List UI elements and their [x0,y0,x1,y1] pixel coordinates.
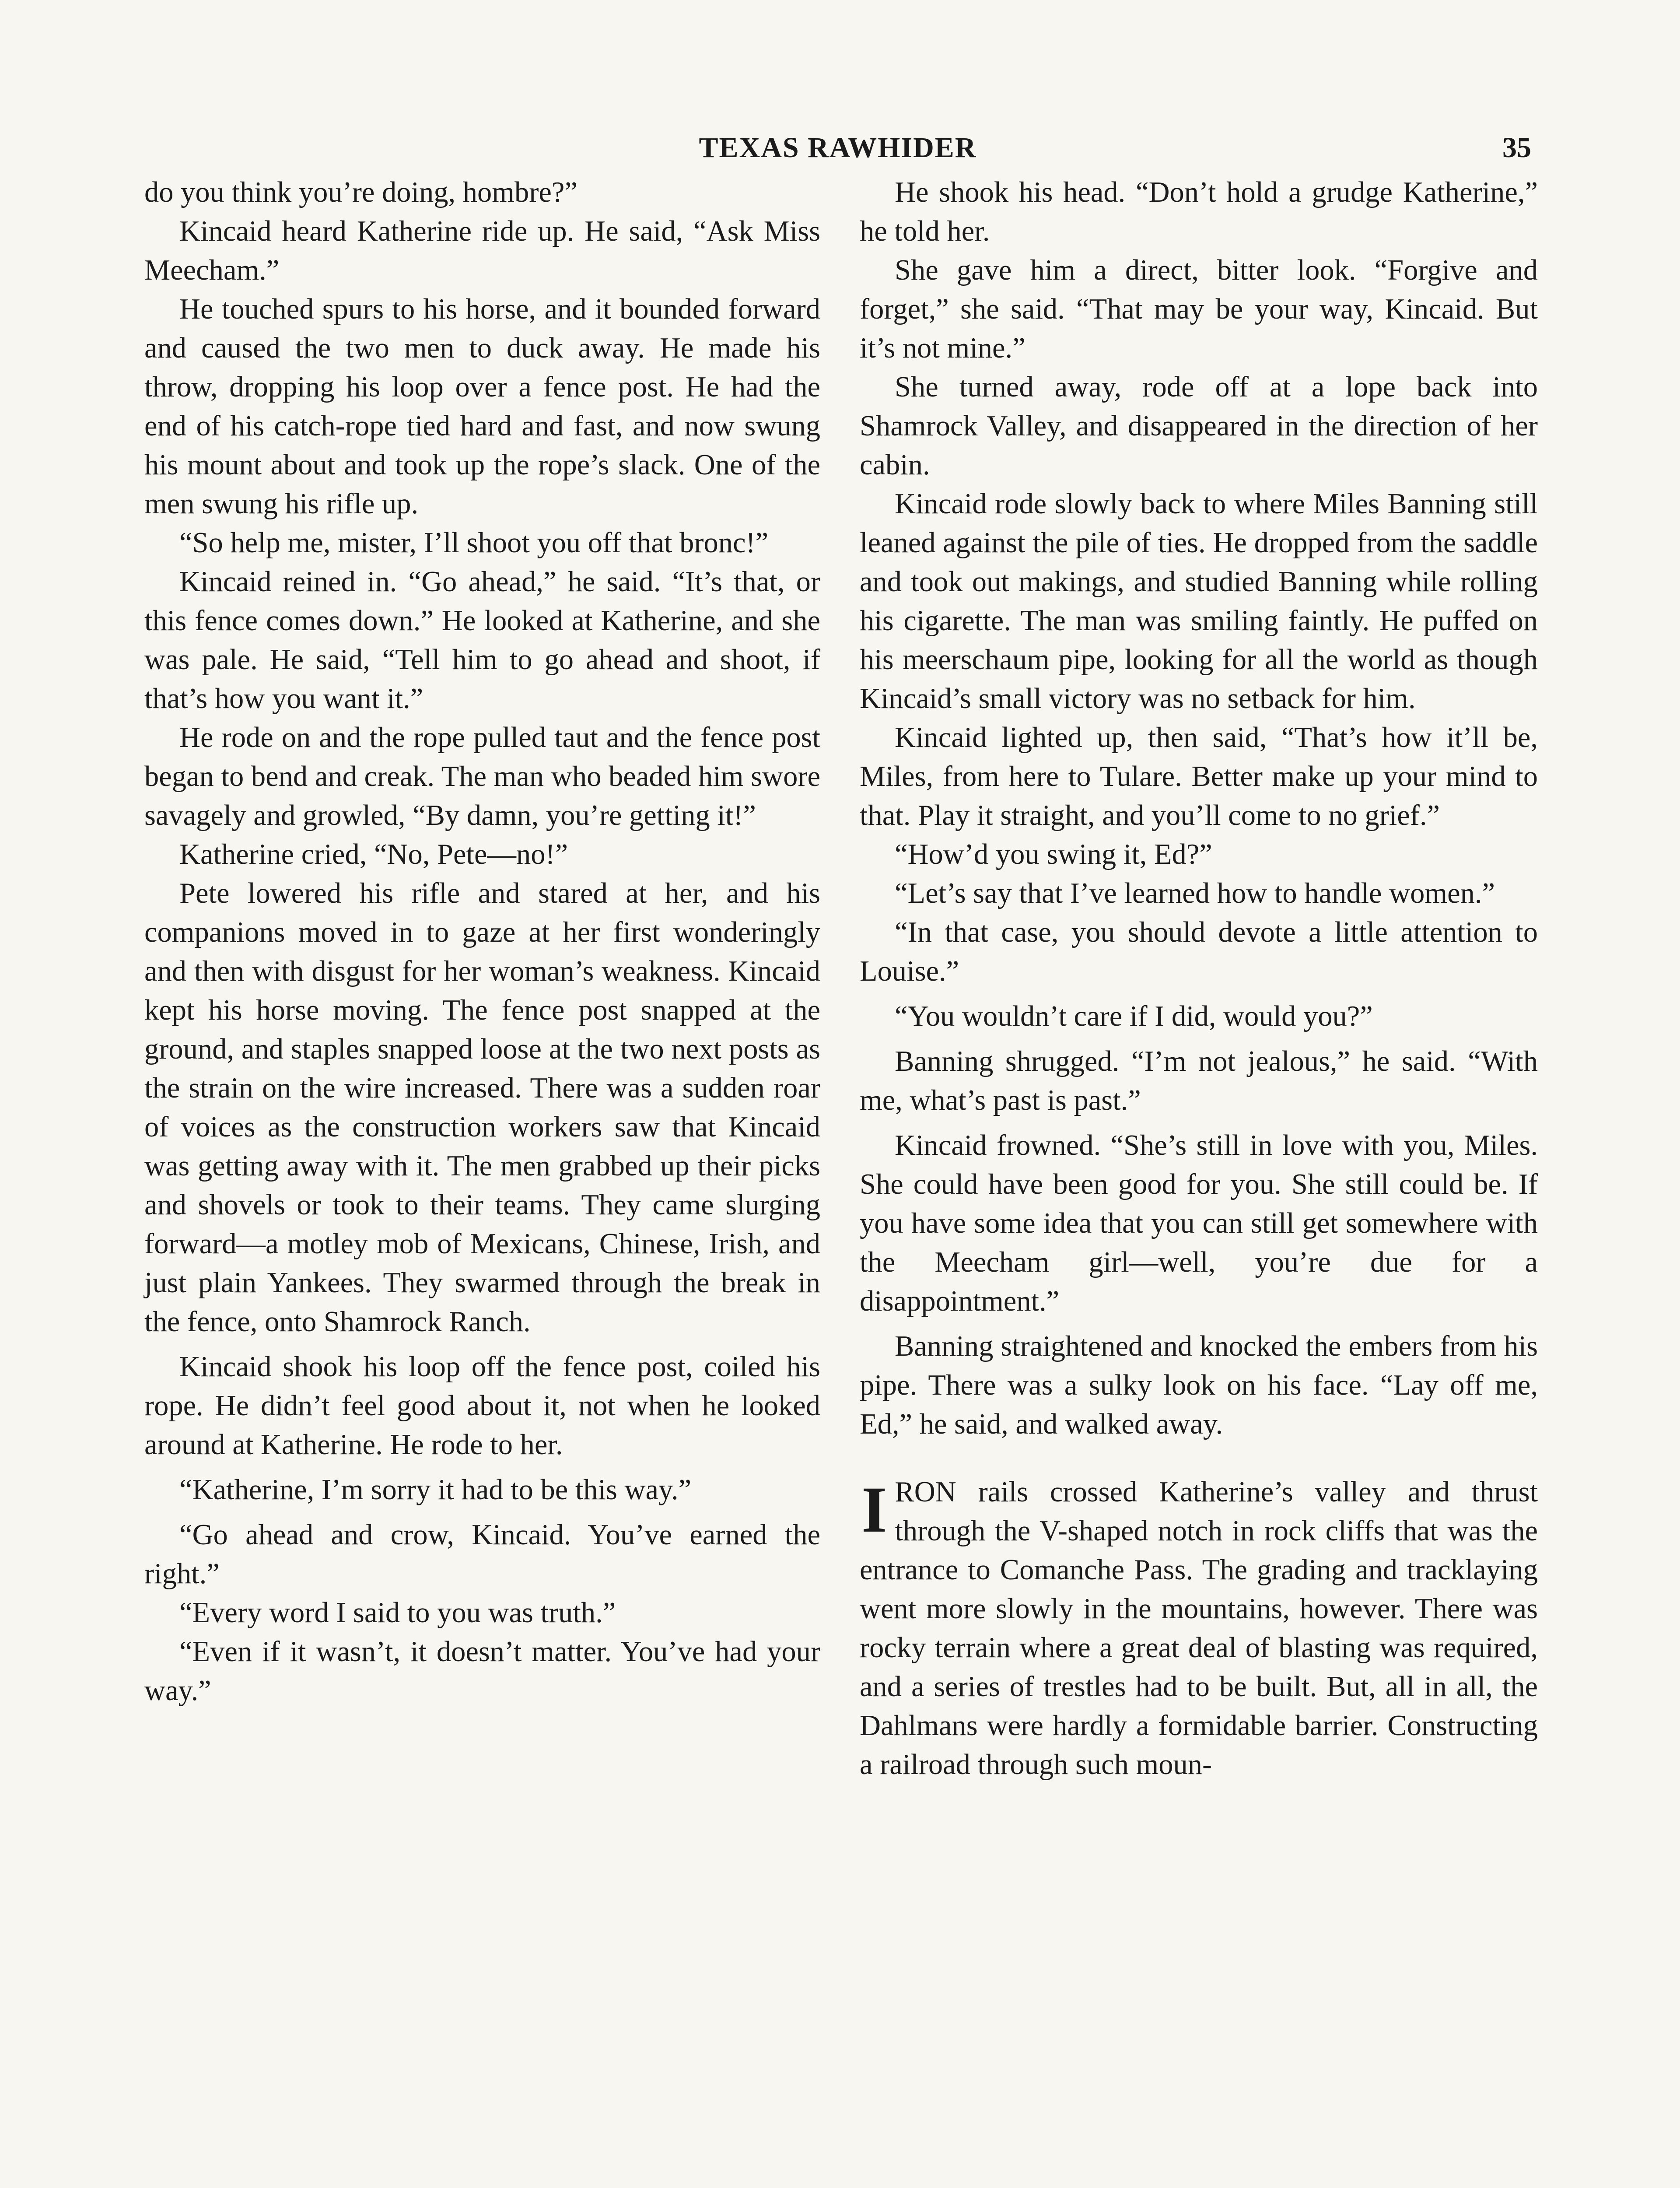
paragraph: Kincaid heard Katherine ride up. He said, “Ask Miss Meecham.” [144,215,820,286]
paragraph: “So help me, mister, I’ll shoot you off that bronc!” [179,527,769,559]
paragraph: He shook his head. “Don’t hold a grudge Katherine,” he told her. [860,176,1538,247]
paragraph: “Let’s say that I’ve learned how to handle women.” [895,877,1495,909]
paragraph: Kincaid frowned. “She’s still in love with you, Miles. She could have been good for you. She still could be. If you have some idea that you can still get somewhere with the Meecham girl—well, you’re due for a disappointment.” [860,1129,1538,1317]
paragraph: “Katherine, I’m sorry it had to be this way.” [179,1474,692,1506]
paragraph: She gave him a direct, bitter look. “Forgive and forget,” she said. “That may be your way, Kincaid. But it’s not mine.” [860,254,1538,364]
paragraph: “How’d you swing it, Ed?” [895,838,1212,870]
paragraph: “Every word I said to you was truth.” [179,1597,616,1629]
section-text: RON rails crossed Katherine’s valley and thrust through the V-shaped notch in rock cliffs that was the entrance to Comanche Pass. The grading and tracklaying went more slowly in the mountains, however. There was rocky terrain where a great deal of blasting was required, and a series of trestles had to be built. But, all in all, the Dahlmans were hardly a formidable barrier. Constructing a railroad through such moun- [860,1476,1538,1781]
paragraph: Kincaid reined in. “Go ahead,” he said. “It’s that, or this fence comes down.” He looked at Katherine, and she was pale. He said, “Tell him to go ahead and shoot, if that’s how you want it.” [144,566,820,715]
paragraph: Banning shrugged. “I’m not jealous,” he said. “With me, what’s past is past.” [860,1045,1538,1116]
paragraph: She turned away, rode off at a lope back into Shamrock Valley, and disappeared in the direction of her cabin. [860,371,1538,481]
paragraph: Kincaid rode slowly back to where Miles Banning still leaned against the pile of ties. He dropped from the saddle and took out makings, and studied Banning while rolling his cigarette. The man was smiling faintly. He puffed on his meerschaum pipe, looking for all the world as though Kincaid’s small victory was no setback for him. [860,488,1538,715]
drop-cap: I [861,1473,887,1546]
paragraph: Banning straightened and knocked the embers from his pipe. There was a sulky look on his face. “Lay off me, Ed,” he said, and walked away. [860,1330,1538,1440]
paragraph: “Even if it wasn’t, it doesn’t matter. You’ve had your way.” [144,1636,820,1707]
paragraph: Kincaid shook his loop off the fence post, coiled his rope. He didn’t feel good about it, not when he looked around at Katherine. He rode to her. [144,1351,820,1461]
left-column [144,173,820,1710]
section-paragraph [860,1473,1538,1784]
right-column [860,173,1538,1784]
paragraph: He rode on and the rope pulled taut and the fence post began to bend and creak. The man who beaded him swore savagely and growled, “By damn, you’re getting it!” [144,722,820,831]
paragraph: “Go ahead and crow, Kincaid. You’ve earned the right.” [144,1519,820,1590]
paragraph: He touched spurs to his horse, and it bounded forward and caused the two men to duck away. He made his throw, dropping his loop over a fence post. He had the end of his catch-rope tied hard and fast, and now swung his mount about and took up the rope’s slack. One of the men swung his rifle up. [144,293,820,520]
paragraph: Katherine cried, “No, Pete—no!” [179,838,568,870]
paragraph: Pete lowered his rifle and stared at her, and his companions moved in to gaze at her first wonderingly and then with disgust for her woman’s weakness. Kincaid kept his horse moving. The fence post snapped at the ground, and staples snapped loose at the two next posts as the strain on the wire increased. There was a sudden roar of voices as the construction workers saw that Kincaid was getting away with it. The men grabbed up their picks and shovels or took to their teams. They came slurging forward—a motley mob of Mexicans, Chinese, Irish, and just plain Yankees. They swarmed through the break in the fence, onto Shamrock Ranch. [144,877,820,1338]
paragraph: do you think you’re doing, hombre?” [144,176,578,208]
page-number: 35 [1502,132,1531,164]
running-header [144,131,1531,171]
paragraph: Kincaid lighted up, then said, “That’s how it’ll be, Miles, from here to Tulare. Better make up your mind to that. Play it straight, and you’ll come to no grief.” [860,722,1538,831]
page-title: TEXAS RAWHIDER [699,132,977,164]
paragraph: “In that case, you should devote a little attention to Louise.” [860,916,1538,987]
paragraph: “You wouldn’t care if I did, would you?” [895,1000,1373,1032]
